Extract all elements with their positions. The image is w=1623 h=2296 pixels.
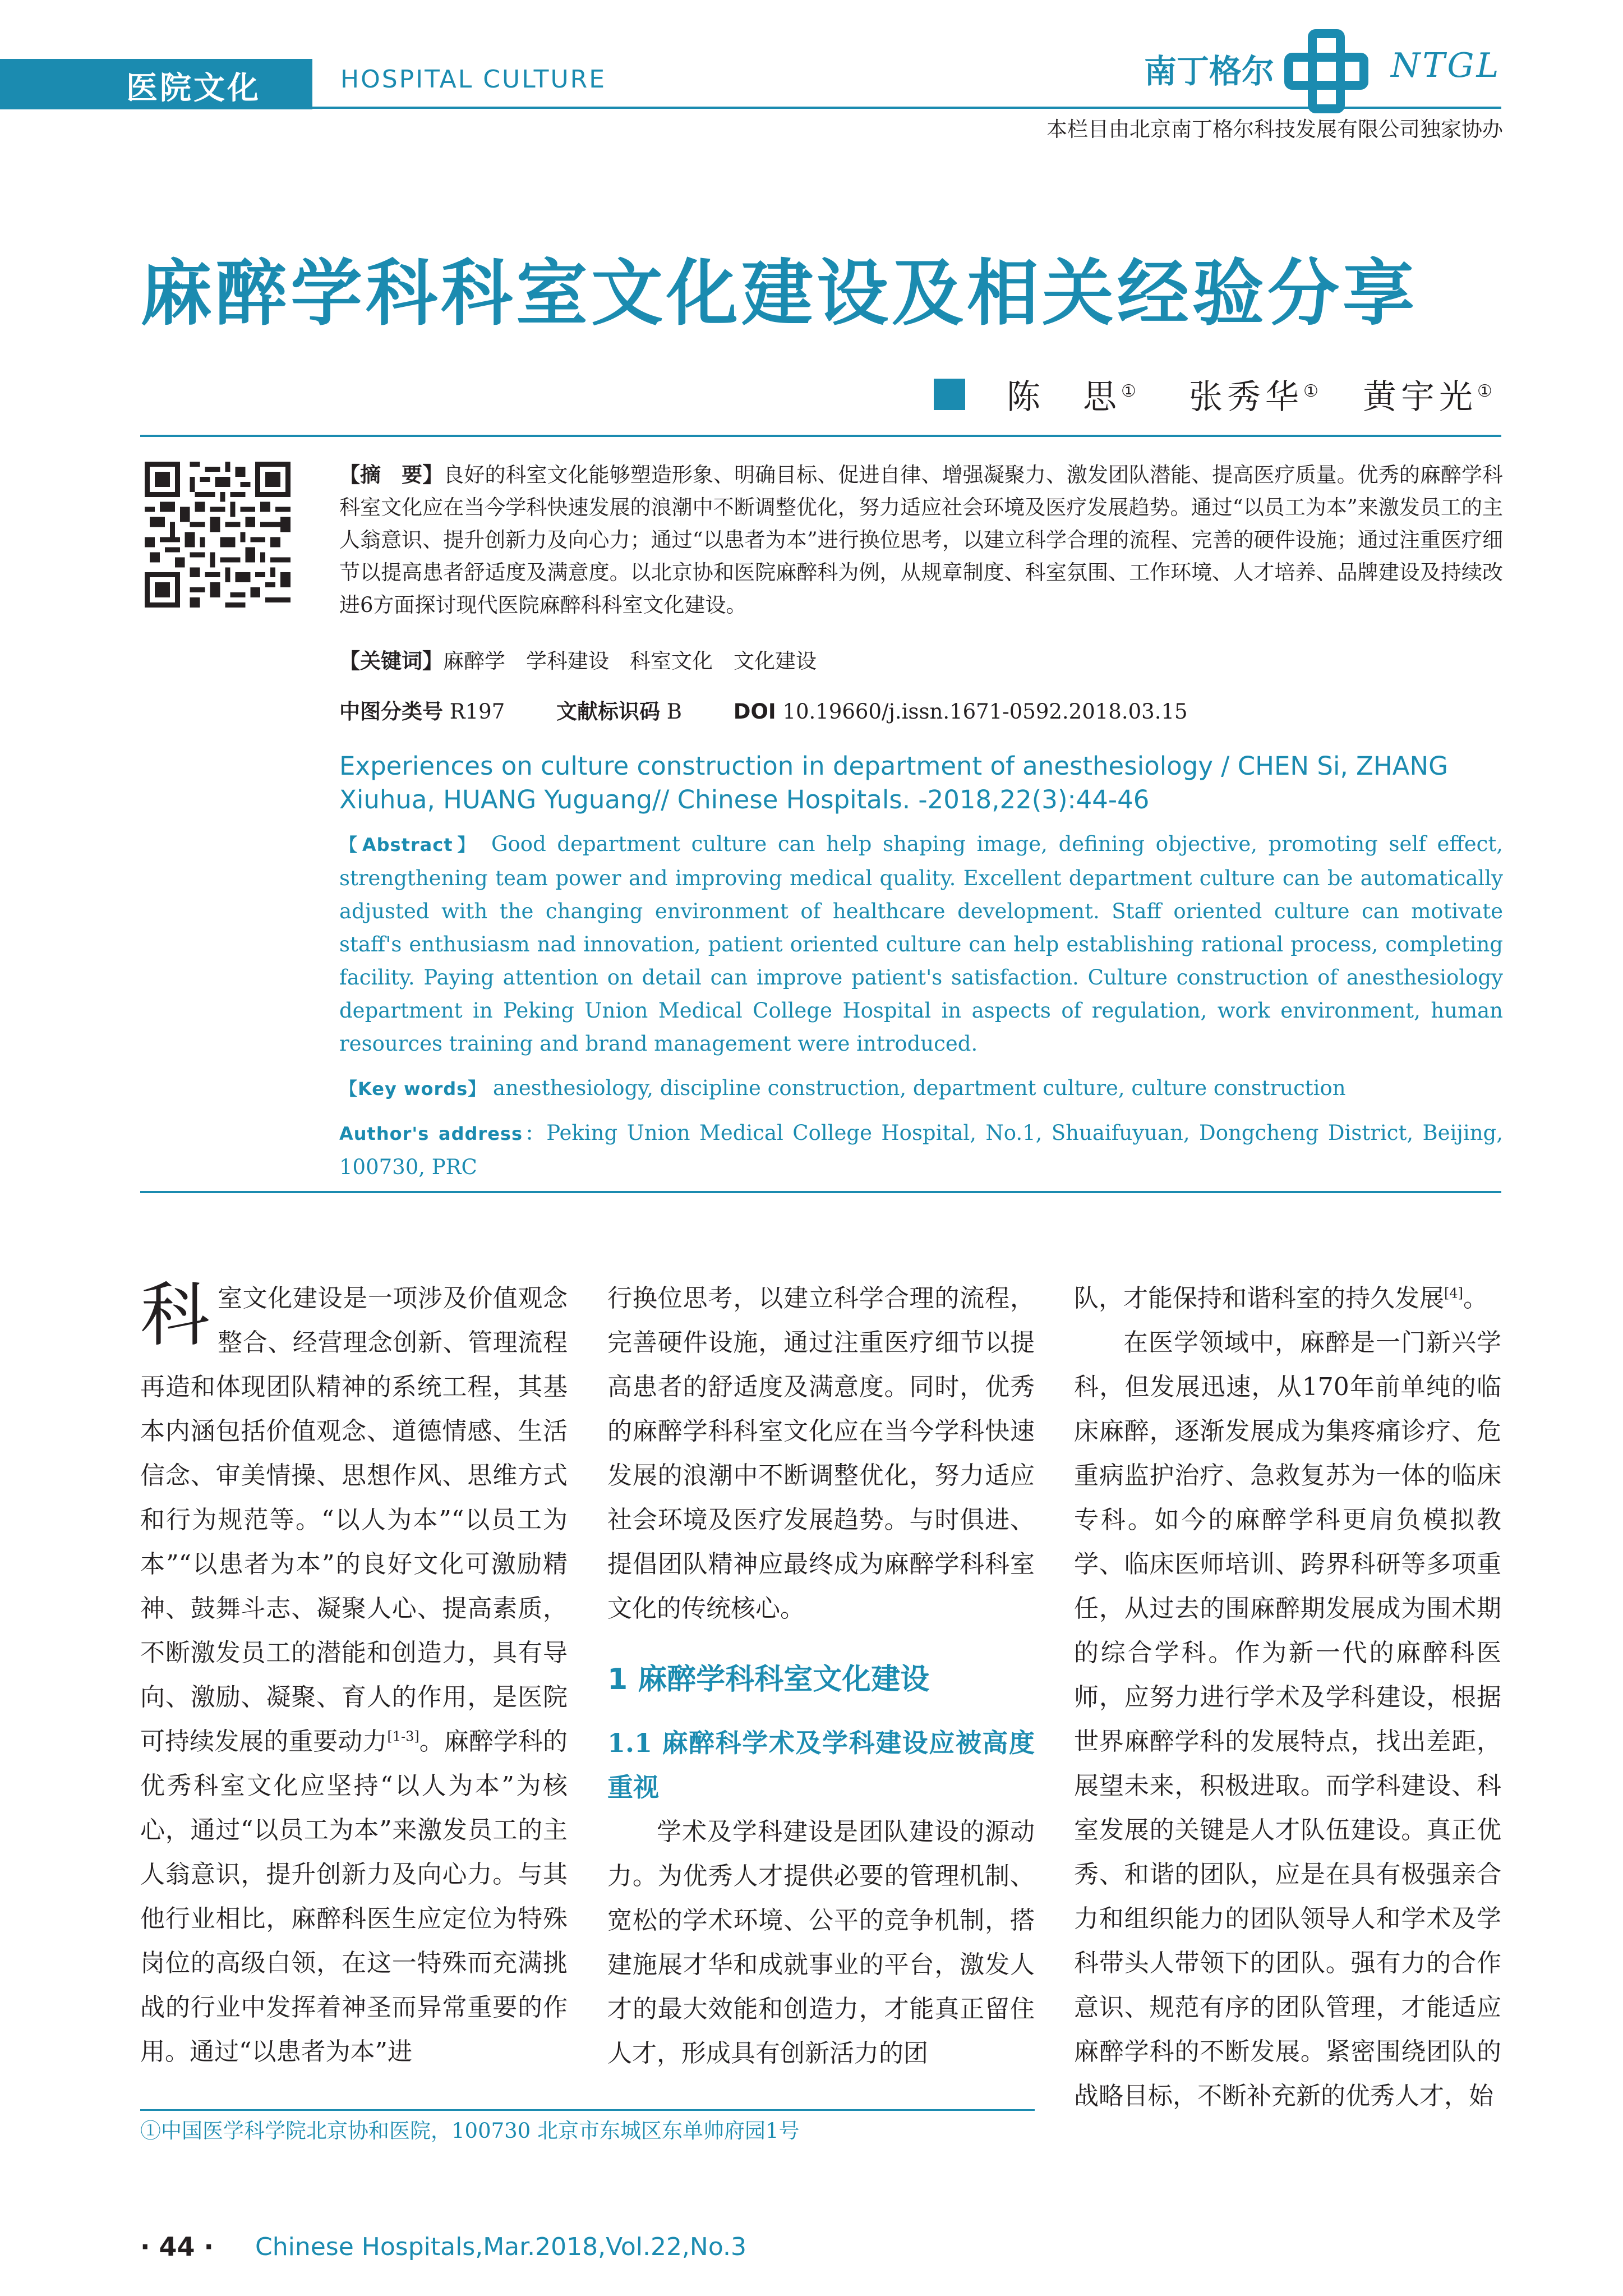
- keywords-en-text: anesthesiology, discipline construction, department culture, culture construction: [493, 1076, 1346, 1100]
- intro-paragraph: [140, 1276, 568, 2074]
- doc-code-label: 文献标识码: [556, 700, 661, 724]
- author-1: [1007, 370, 1136, 418]
- clc-value: R197: [449, 700, 505, 724]
- author-2: [1189, 370, 1318, 418]
- author-name: 黄宇光: [1363, 378, 1477, 417]
- section-heading-1: 1 麻醉学科科室文化建设: [607, 1663, 930, 1696]
- paragraph: 行换位思考，以建立科学合理的流程，完善硬件设施，通过注重医疗细节以提高患者的舒适度及满意度。同时，优秀的麻醉学科科室文化应在当今学科快速发展的浪潮中不断调整优化，努力适应社会环境及医疗发展趋势。与时俱进、提倡团队精神应最终成为麻醉学科科室文化的传统核心。: [607, 1284, 1035, 1623]
- english-citation-title: Experiences on culture construction in department of anesthesiology / CHEN Si, ZHANG Xiuhua, HUANG Yuguang// Chinese Hospitals. -2018,22(3):44-46: [339, 751, 1449, 815]
- drop-cap: 科: [140, 1275, 210, 1356]
- brand-name-cn: 南丁格尔: [1144, 52, 1275, 90]
- page-number: · 44 ·: [140, 2231, 214, 2262]
- footnote-rule: [140, 2109, 1035, 2111]
- paragraph: 在医学领域中，麻醉是一门新兴学科，但发展迅速，从170年前单纯的临床麻醉，逐渐发展成为集疼痛诊疗、危重病监护治疗、急救复苏为一体的临床专科。如今的麻醉学科更肩负模拟教学、临床医师培训、跨界科研等多项重任，从过去的围麻醉期发展成为围术期的综合学科。作为新一代的麻醉科医师，应努力进行学术及学科建设，根据世界麻醉学科的发展特点，找出差距，展望未来，积极进取。而学科建设、科室发展的关键是人才队伍建设。真正优秀、和谐的团队，应是在具有极强亲合力和组织能力的团队领导人和学术及学科带头人带领下的团队。强有力的合作意识、规范有序的团队管理，才能适应麻醉学科的不断发展。紧密围绕团队的战略目标，不断补充新的优秀人才，始: [1074, 1328, 1501, 2110]
- ntgl-cross-logo-icon: [1284, 29, 1368, 113]
- keywords-cn: [339, 644, 1503, 674]
- brand-name-en: NTGL: [1391, 46, 1501, 85]
- affiliation-footnote: ①中国医学科学院北京协和医院，100730 北京市东城区东单帅府园1号: [140, 2119, 800, 2143]
- abstract-en: [339, 827, 1503, 1060]
- paragraph-text: 室文化建设是一项涉及价值观念整合、经营理念创新、管理流程再造和体现团队精神的系统工程，其基本内涵包括价值观念、道德情感、生活信念、审美情操、思想作风、思维方式和行为规范等。“以人为本”“以员工为本”“以患者为本”的良好文化可激励精神、鼓舞斗志、凝聚人心、提高素质，不断激发员工的潜能和创造力，具有导向、激励、凝聚、育人的作用，是医院可持续发展的重要动力: [140, 1284, 568, 1756]
- keywords-en-label: 【Key words】: [339, 1078, 487, 1099]
- subsection-heading-1-1: 1.1 麻醉科学术及学科建设应被高度重视: [607, 1728, 1035, 1802]
- body-column-3: [1074, 1276, 1501, 2118]
- doi-label: DOI: [733, 700, 776, 724]
- sponsor-note: 本栏目由北京南丁格尔科技发展有限公司独家协办: [1046, 117, 1503, 141]
- doi-value[interactable]: 10.19660/j.issn.1671-0592.2018.03.15: [782, 700, 1188, 724]
- article-title: 麻醉学科科室文化建设及相关经验分享: [140, 252, 1418, 335]
- abstract-cn: [339, 459, 1503, 622]
- affiliation-mark: ①: [1303, 381, 1318, 401]
- doc-code-value: B: [666, 700, 682, 724]
- body-column-2: [607, 1276, 1035, 2076]
- affiliation-mark: ①: [1121, 381, 1136, 401]
- paragraph-text: 。: [1463, 1284, 1488, 1313]
- affiliation-mark: ①: [1477, 381, 1492, 401]
- qr-code-icon[interactable]: [145, 462, 291, 608]
- address-label: Author's address：: [339, 1123, 547, 1144]
- column-tag: [0, 59, 312, 109]
- abstract-top-rule: [140, 435, 1501, 437]
- citation-ref[interactable]: [4]: [1444, 1285, 1463, 1301]
- citation-ref[interactable]: [1-3]: [387, 1728, 419, 1745]
- keywords-en: [339, 1071, 1503, 1106]
- abstract-en-text: Good department culture can help shaping image, defining objective, promoting self effect, strengthening team power and improving medical quality. Excellent department culture can be automatically adjusted with the changing environment of healthcare development. Staff oriented culture can motivate staff's enthusiasm nad innovation, patient oriented culture can help establishing rational process, completing facility. Paying attention on detail can improve patient's satisfaction. Culture construction of anesthesiology department in Peking Union Medical College Hospital in aspects of regulation, work environment, human resources training and brand management were introduced.: [339, 832, 1503, 1056]
- abstract-cn-label: 【摘 要】: [339, 463, 444, 487]
- column-name-cn: 医院文化: [126, 70, 261, 107]
- abstract-en-label: 【Abstract】: [339, 834, 481, 855]
- author-name: 张秀华: [1189, 378, 1303, 417]
- paragraph-text: 。麻醉学科的优秀科室文化应坚持“以人为本”为核心，通过“以员工为本”来激发员工的主人翁意识，提升创新力及向心力。与其他行业相比，麻醉科医生应定位为特殊岗位的高级白领，在这一特殊而充满挑战的行业中发挥着神圣而异常重要的作用。通过“以患者为本”进: [140, 1727, 568, 2066]
- author-3: [1363, 370, 1492, 418]
- clc-label: 中图分类号: [339, 700, 443, 724]
- column-name-en: HOSPITAL CULTURE: [340, 65, 607, 94]
- author-name: 陈 思: [1007, 378, 1121, 417]
- classification-line: [339, 694, 1503, 725]
- address-text: Peking Union Medical College Hospital, No.1, Shuaifuyuan, Dongcheng District, Beijing, 100730, PRC: [339, 1121, 1503, 1179]
- paragraph: [1074, 1276, 1501, 1320]
- paragraph: 学术及学科建设是团队建设的源动力。为优秀人才提供必要的管理机制、宽松的学术环境、公平的竞争机制，搭建施展才华和成就事业的平台，激发人才的最大效能和创造力，才能真正留住人才，形成具有创新活力的团: [607, 1818, 1035, 2068]
- author-address-en: [339, 1116, 1503, 1184]
- abstract-cn-text: 良好的科室文化能够塑造形象、明确目标、促进自律、增强凝聚力、激发团队潜能、提高医疗质量。优秀的麻醉学科科室文化应在当今学科快速发展的浪潮中不断调整优化，努力适应社会环境及医疗发展趋势。通过“以员工为本”来激发员工的主人翁意识、提升创新力及向心力；通过“以患者为本”进行换位思考，以建立科学合理的流程、完善的硬件设施；通过注重医疗细节以提高患者舒适度及满意度。以北京协和医院麻醉科为例，从规章制度、科室氛围、工作环境、人才培养、品牌建设及持续改进6方面探讨现代医院麻醉科科室文化建设。: [339, 463, 1504, 617]
- author-marker-square: [934, 379, 965, 410]
- abstract-bottom-rule: [140, 1191, 1501, 1193]
- paragraph-text: 队，才能保持和谐科室的持久发展: [1074, 1284, 1444, 1313]
- keywords-cn-text: 麻醉学 学科建设 科室文化 文化建设: [443, 649, 817, 673]
- body-column-1: [140, 1276, 568, 2074]
- journal-citation: Chinese Hospitals,Mar.2018,Vol.22,No.3: [255, 2233, 746, 2261]
- keywords-cn-label: 【关键词】: [339, 649, 443, 673]
